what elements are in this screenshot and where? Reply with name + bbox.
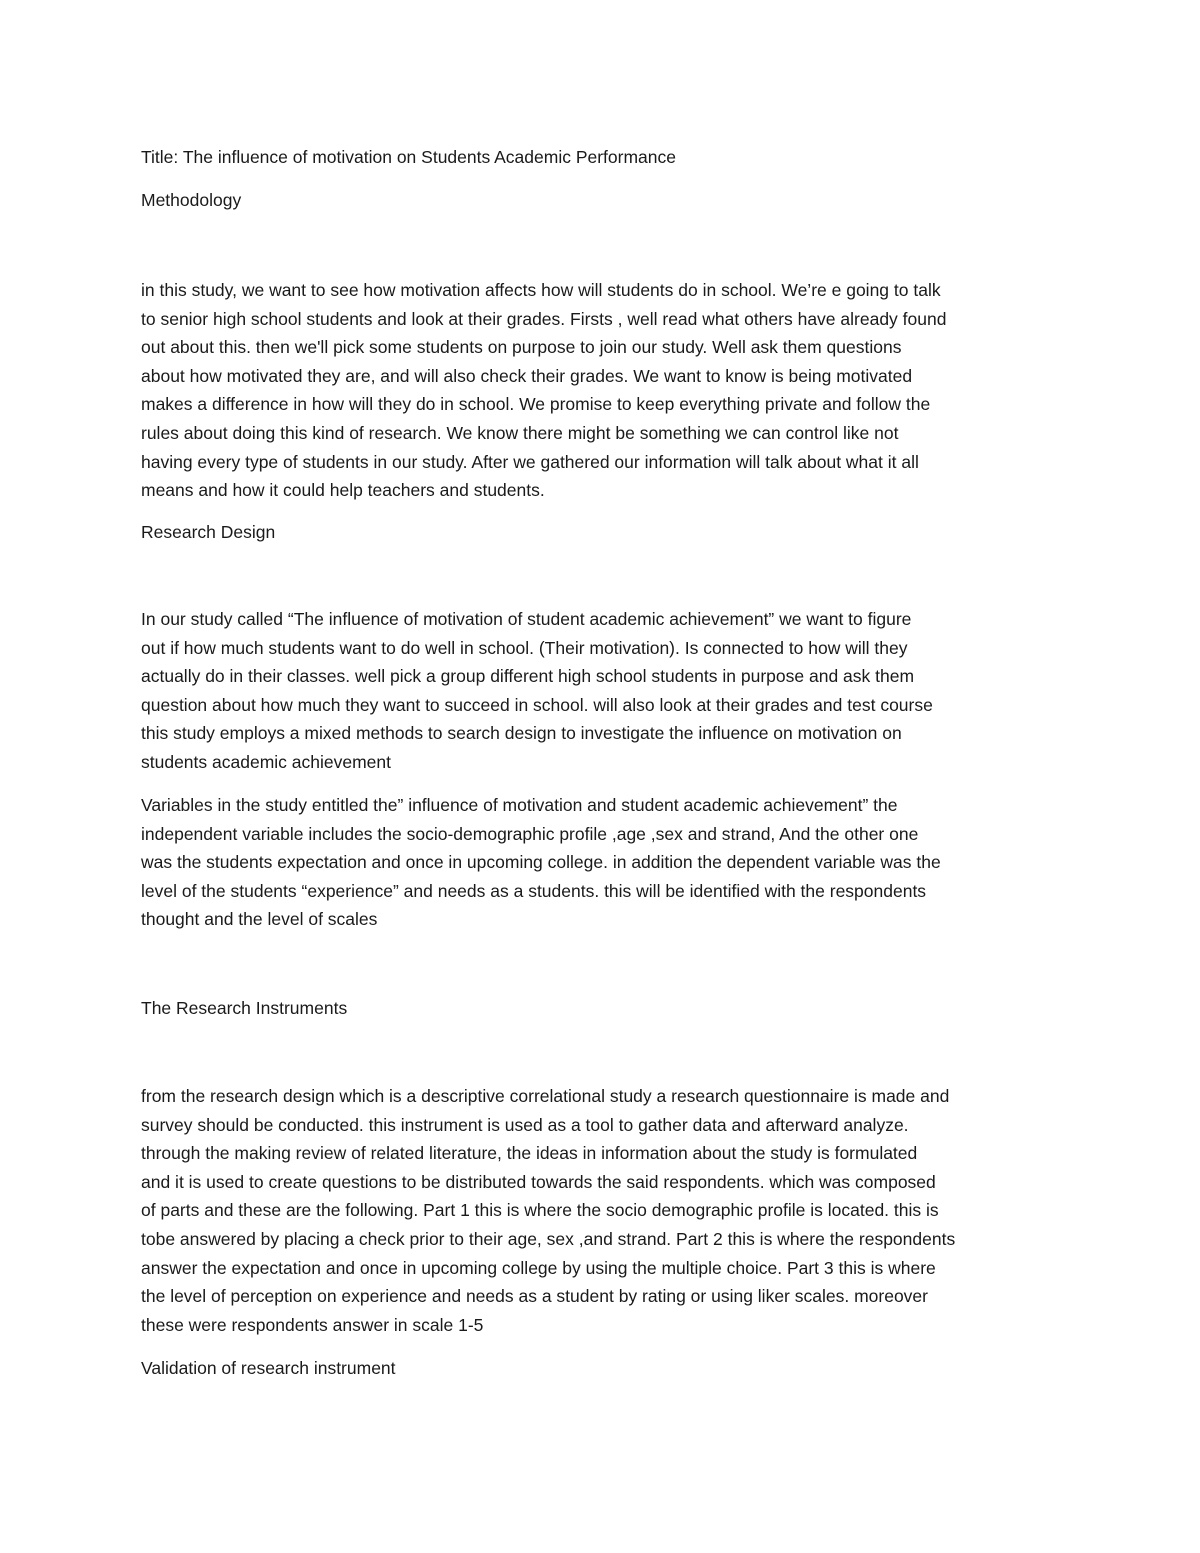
text-line: independent variable includes the socio-demographic profile ,age ,sex and strand, And the other one [141,823,919,844]
text-line: having every type of students in our study. After we gathered our information will talk about what it all [141,451,919,472]
instruments-paragraph [141,1082,955,1339]
text-line: and it is used to create questions to be distributed towards the said respondents. which was composed [141,1171,936,1192]
text-line: level of the students “experience” and needs as a students. this will be identified with the respondents [141,880,927,901]
text-line: out about this. then we'll pick some students on purpose to join our study. Well ask them questions [141,337,902,358]
document-title: Title: The influence of motivation on Students Academic Performance [141,147,677,167]
text-line: students academic achievement [141,751,391,772]
text-line: these were respondents answer in scale 1-5 [141,1314,484,1335]
variables-paragraph [141,791,941,934]
text-line: this study employs a mixed methods to search design to investigate the influence on motivation on [141,723,902,744]
heading-research-design: Research Design [141,522,276,542]
text-line: of parts and these are the following. Part 1 this is where the socio demographic profile is located. this is [141,1200,939,1221]
text-line: question about how much they want to succeed in school. will also look at their grades and test course [141,694,933,715]
text-line: makes a difference in how will they do in school. We promise to keep everything private and follow the [141,394,931,415]
text-line: answer the expectation and once in upcoming college by using the multiple choice. Part 3 this is where [141,1257,936,1278]
methodology-paragraph [141,276,946,505]
text-line: from the research design which is a descriptive correlational study a research questionnaire is made and [141,1086,950,1106]
text-line: actually do in their classes. well pick a group different high school students in purpose and ask them [141,666,915,687]
text-line: was the students expectation and once in upcoming college. in addition the dependent variable was the [141,852,941,873]
text-line: tobe answered by placing a check prior to their age, sex ,and strand. Part 2 this is where the respondents [141,1228,956,1249]
research-design-paragraph [141,605,933,777]
text-line: In our study called “The influence of motivation of student academic achievement” we want to figure [141,609,912,629]
text-line: the level of perception on experience and needs as a student by rating or using liker scales. moreover [141,1286,928,1307]
heading-validation: Validation of research instrument [141,1358,396,1378]
heading-research-instruments: The Research Instruments [141,998,348,1018]
heading-methodology: Methodology [141,190,242,210]
text-line: rules about doing this kind of research. We know there might be something we can control like not [141,422,899,443]
text-line: out if how much students want to do well in school. (Their motivation). Is connected to how will they [141,637,908,658]
text-line: survey should be conducted. this instrument is used as a tool to gather data and afterward analyze. [141,1114,909,1135]
text-line: in this study, we want to see how motivation affects how will students do in school. We’re e going to talk [141,280,941,300]
text-line: means and how it could help teachers and students. [141,480,545,501]
text-line: Variables in the study entitled the” influence of motivation and student academic achievement” the [141,795,898,815]
text-line: about how motivated they are, and will also check their grades. We want to know is being motivated [141,365,913,386]
text-line: thought and the level of scales [141,909,378,930]
text-line: through the making review of related literature, the ideas in information about the study is formulated [141,1143,918,1164]
text-line: to senior high school students and look at their grades. Firsts , well read what others have already found [141,308,947,329]
